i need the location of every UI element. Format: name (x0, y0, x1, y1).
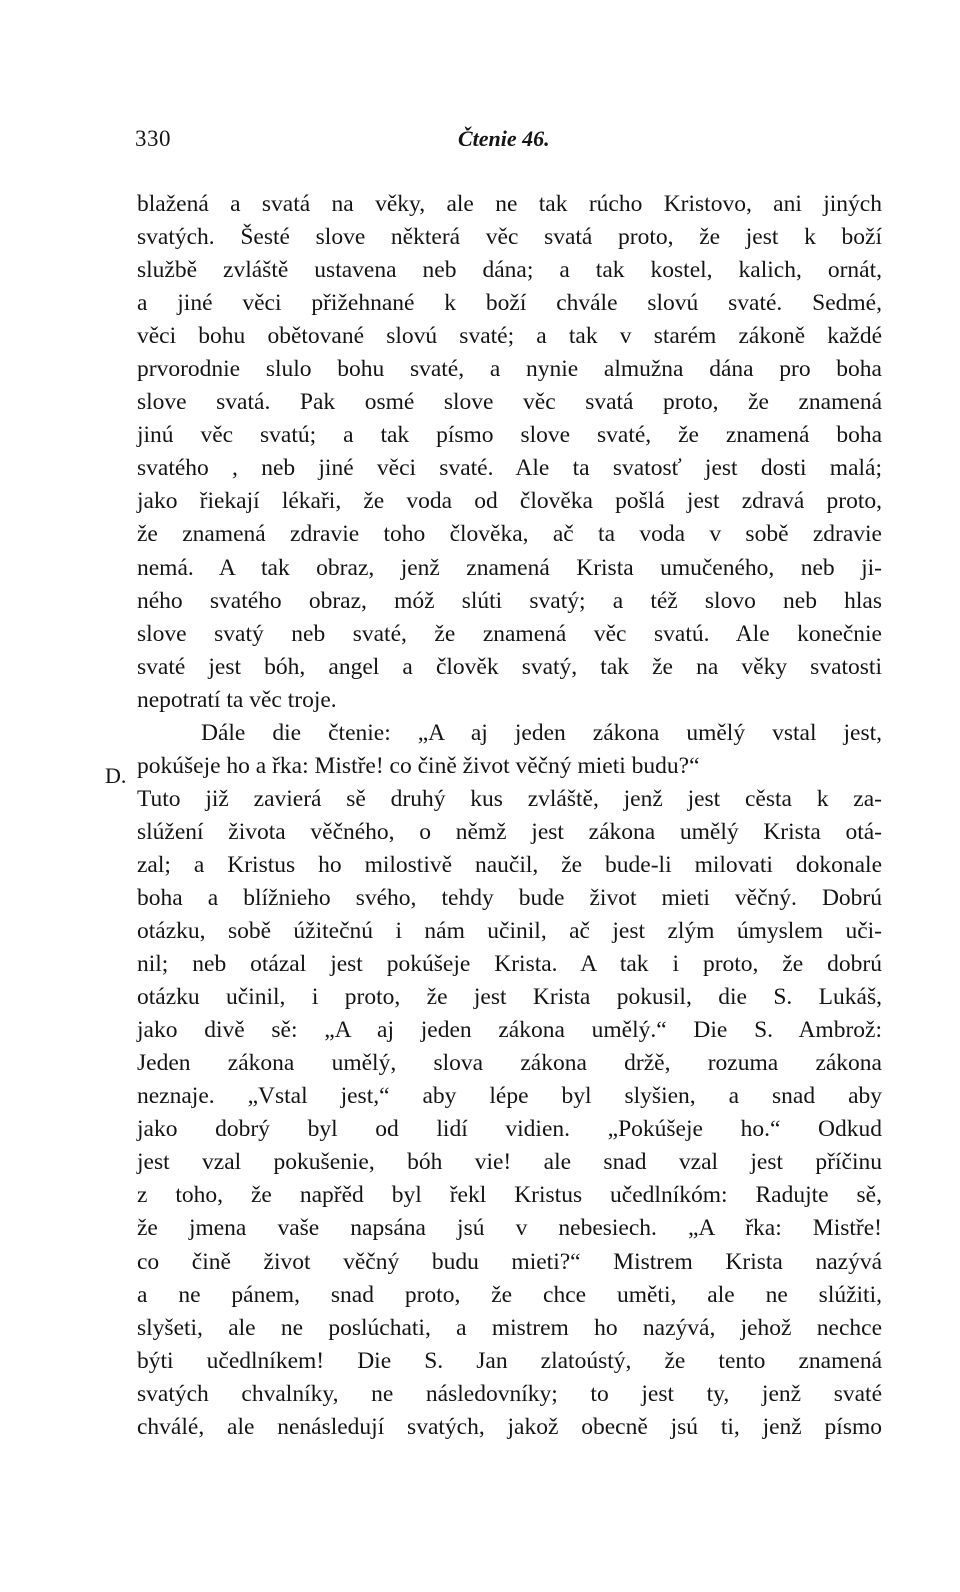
text-line: že jmena vaše napsána jsú v nebesiech. „A řka: Mistře! (137, 1215, 882, 1242)
text-line: neznaje. „Vstal jest,“ aby lépe byl slyšien, a snad aby (137, 1083, 882, 1110)
text-line: a ne pánem, snad proto, že chce uměti, ale ne slúžiti, (137, 1281, 882, 1308)
text-line: chválé, ale nenásledují svatých, jakož obecně jsú ti, jenž písmo (137, 1413, 882, 1440)
text-line: svatých chvalníky, ne následovníky; to jest ty, jenž svaté (137, 1380, 882, 1407)
text-line: nemá. A tak obraz, jenž znamená Krista umučeného, neb ji- (137, 554, 882, 581)
text-line: svaté jest bóh, angel a člověk svatý, tak že na věky svatosti (137, 653, 882, 680)
text-line: že znamená zdravie toho člověka, ač ta voda v sobě zdravie (137, 521, 882, 548)
text-line: z toho, že napřěd byl řekl Kristus učedlníkóm: Radujte sě, (137, 1182, 882, 1209)
text-line: pokúšeje ho a řka: Mistře! co čině život věčný mieti budu?“ (137, 752, 700, 779)
text-line: slyšeti, ale ne poslúchati, a mistrem ho nazývá, jehož nechce (137, 1314, 882, 1341)
text-line: boha a blížnieho svého, tehdy bude život mieti věčný. Dobrú (137, 884, 882, 911)
text-line: zal; a Kristus ho milostivě naučil, že bude-li milovati dokonale (137, 851, 882, 878)
text-line: jako řiekají lékaři, že voda od člověka pošlá jest zdravá proto, (137, 488, 882, 515)
text-line: službě zvláště ustavena neb dána; a tak kostel, kalich, ornát, (137, 257, 882, 284)
text-line: jest vzal pokušenie, bóh vie! ale snad vzal jest příčinu (137, 1149, 882, 1176)
text-line: otázku, sobě úžitečnú i nám učinil, ač jest zlým úmyslem uči- (137, 918, 882, 945)
running-title: Čtenie 46. (458, 126, 550, 151)
page-number: 330 (135, 126, 171, 151)
text-line: jinú věc svatú; a tak písmo slove svaté, že znamená boha (137, 422, 882, 449)
text-line: otázku učinil, i proto, že jest Krista pokusil, die S. Lukáš, (137, 984, 882, 1011)
text-line: svatých. Šesté slove některá věc svatá proto, že jest k boží (137, 224, 882, 251)
page-header (135, 126, 880, 158)
body-text (137, 188, 882, 1444)
text-line: co čině život věčný budu mieti?“ Mistrem Krista nazývá (137, 1248, 882, 1275)
text-line: slúžení života věčného, o němž jest zákona umělý Krista otá- (137, 818, 882, 845)
margin-note: D. (105, 763, 127, 788)
text-line: nil; neb otázal jest pokúšeje Krista. A tak i proto, že dobrú (137, 951, 882, 978)
text-line: ného svatého obraz, móž slúti svatý; a též slovo neb hlas (137, 587, 882, 614)
text-line: Dále die čtenie: „A aj jeden zákona umělý vstal jest, (201, 719, 882, 746)
text-line: Tuto již zavierá sě druhý kus zvláště, jenž jest cěsta k za- (137, 785, 882, 812)
text-line: slove svatý neb svaté, že znamená věc svatú. Ale konečnie (137, 620, 882, 647)
text-line: jako dobrý byl od lidí vidien. „Pokúšeje ho.“ Odkud (137, 1116, 882, 1143)
text-line: býti učedlníkem! Die S. Jan zlatoústý, že tento znamená (137, 1347, 882, 1374)
text-line: jako divě sě: „A aj jeden zákona umělý.“ Die S. Ambrož: (137, 1017, 882, 1044)
text-line: prvorodnie slulo bohu svaté, a nynie almužna dána pro boha (137, 356, 882, 383)
text-line: nepotratí ta věc troje. (137, 686, 337, 713)
text-line: věci bohu obětované slovú svaté; a tak v starém zákoně každé (137, 323, 882, 350)
text-line: Jeden zákona umělý, slova zákona držě, rozuma zákona (137, 1050, 882, 1077)
text-line: slove svatá. Pak osmé slove věc svatá proto, že znamená (137, 389, 882, 416)
text-line: blažená a svatá na věky, ale ne tak rúcho Kristovo, ani jiných (137, 191, 882, 217)
text-line: svatého , neb jiné věci svaté. Ale ta svatosť jest dosti malá; (137, 455, 882, 482)
text-line: a jiné věci přižehnané k boží chvále slovú svaté. Sedmé, (137, 290, 882, 317)
